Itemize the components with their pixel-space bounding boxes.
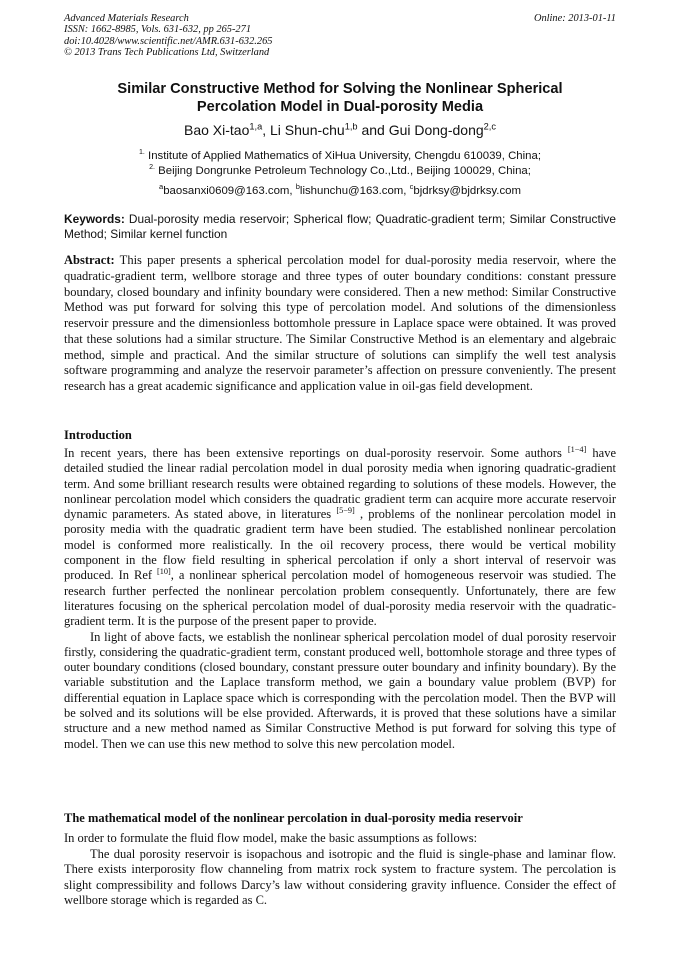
affiliation-mark: 1. [138,149,145,157]
author-name: Li Shun-chu [270,122,345,138]
abstract-text: This paper presents a spherical percolation model for dual-porosity media reservoir, where the quadratic-gradient term, wellbore storage and three types of outer boundary conditions: constant pressure boundary, closed boundary and infinity boundary were considered. Then a new method: Similar Constructive Method was put forward for solving this type of percolation model. And solutions of the dimensionless reservoir pressure and the dimensionless bottomhole pressure in Laplace space were obtained. It was proved that these solutions had a similar structure. The Similar Constructive Method is an elementary and algebraic method, simple and practical. And the similar structure of solutions can simplify the well test analysis software programming and analyze the reservoir parameter’s affection on pressure conveniently. The present research has a great academic significance and application value in oil-gas field development. [64,253,616,393]
abstract [64,253,616,395]
intro-text: , a nonlinear spherical percolation model of homogeneous reservoir was studied. The research further perfected the nonlinear percolation problem consequently. Unfortunately, there are few literatures focusing on the spherical percolation model of dual-porosity media reservoir with the quadratic-gradient term. It is the purpose of the present paper to provide. [64,568,616,629]
keywords-label: Keywords: [64,212,125,226]
issn-line: ISSN: 1662-8985, Vols. 631-632, pp 265-271 [64,24,252,36]
email-address: baosanxi0609@163.com, [163,185,296,197]
title-line-2: Percolation Model in Dual-porosity Media [196,99,484,115]
email-address: lishunchu@163.com, [299,185,410,197]
author-name: Bao Xi-tao [184,122,250,138]
journal-name: Advanced Materials Research [64,13,189,24]
intro-paragraph-1 [64,446,616,630]
online-date: Online: 2013-01-11 [533,13,616,24]
intro-text: , problems of the nonlinear percolation model in porosity media with the quadratic gradient term have been studied. The established nonlinear percolation model is conformed more realistically. In the oil recovery process, there would be vertical mobility component in the flow field resulting in spherical percolation if only a short interval of reservoir was produced. In Ref [64,507,616,583]
intro-paragraph-2: In light of above facts, we establish the nonlinear spherical percolation model of dual porosity reservoir firstly, considering the quadratic-gradient term, constant produced well, bottomhole storage and three types of outer boundary conditions (closed boundary, constant pressure outer boundary and infinity boundary). By the variable substitution and the Laplace transform method, we gain a boundary value problem (BVP) for differential equation in Laplace space which is corresponding with the percolation model. Then the BVP will be solved and its solutions will be else provided. Afterwards, it is proved that these solutions have a similar structure and a new method named as Similar Constructive Method is put forward for solving this type of model. Then we can use this new method to solve this new percolation model. [64,629,616,751]
email-list [64,184,616,198]
keywords [64,212,616,241]
author-affiliation-mark: 1,b [344,121,358,132]
model-section-heading: The mathematical model of the nonlinear percolation in dual-porosity media reservoir [64,811,523,825]
copyright-line: © 2013 Trans Tech Publications Ltd, Switzerland [64,46,270,58]
title-line-1: Similar Constructive Method for Solving the Nonlinear Spherical [117,81,563,97]
email-mark: a [159,182,164,192]
affiliation-text: Institute of Applied Mathematics of XiHua University, Chengdu 610039, China; [144,150,542,162]
email-mark: b [295,182,300,192]
introduction-body [64,446,616,752]
email-mark: c [409,182,414,192]
author-name: Gui Dong-dong [388,122,484,138]
affiliation-line [64,164,616,179]
author-separator: and [357,122,389,138]
citation: [1−4] [567,444,587,454]
abstract-label: Abstract: [64,253,115,267]
affiliation-line [64,149,616,164]
affiliation-text: Beijing Dongrunke Petroleum Technology Co.,Ltd., Beijing 100029, China; [154,164,531,177]
intro-text: have detailed studied the linear radial percolation model in dual porosity media when ignoring quadratic-gradient term. And some brilliant research results were obtained regarding to solutions of these models. However, the nonlinear percolation model which considers the quadratic gradient term can acquire more accurate reservoir dynamic parameters. As stated above, in literatures [64,446,616,522]
model-paragraph-1: In order to formulate the fluid flow model, make the basic assumptions as follows: [64,831,478,845]
model-section-body [64,831,616,909]
affiliations [64,149,616,178]
citation: [10] [157,567,171,577]
affiliation-mark: 2. [149,163,155,171]
keywords-text: Dual-porosity media reservoir; Spherical flow; Quadratic-gradient term; Similar Constructive Method; Similar kernel function [64,212,616,241]
author-separator: , [262,122,270,138]
doi-line: doi:10.4028/www.scientific.net/AMR.631-632.265 [64,35,273,47]
intro-text: In recent years, there has been extensive reportings on dual-porosity reservoir. Some authors [64,446,568,460]
paper-title [64,80,616,116]
citation: [5−9] [336,506,355,516]
model-paragraph-2: The dual porosity reservoir is isopachous and isotropic and the fluid is single-phase and laminar flow. There exists interporosity flow channeling from matrix rock system to fracture system. The percolation is slight compressibility and follows Darcy’s law without considering gravity influence. Consider the effect of wellbore storage which is regarded as C. [64,846,616,907]
introduction-heading: Introduction [64,428,132,442]
author-affiliation-mark: 2,c [483,121,496,132]
author-list [64,121,616,139]
author-affiliation-mark: 1,a [249,121,263,132]
journal-header [64,13,616,58]
email-address: bjdrksy@bjdrksy.com [413,185,521,197]
